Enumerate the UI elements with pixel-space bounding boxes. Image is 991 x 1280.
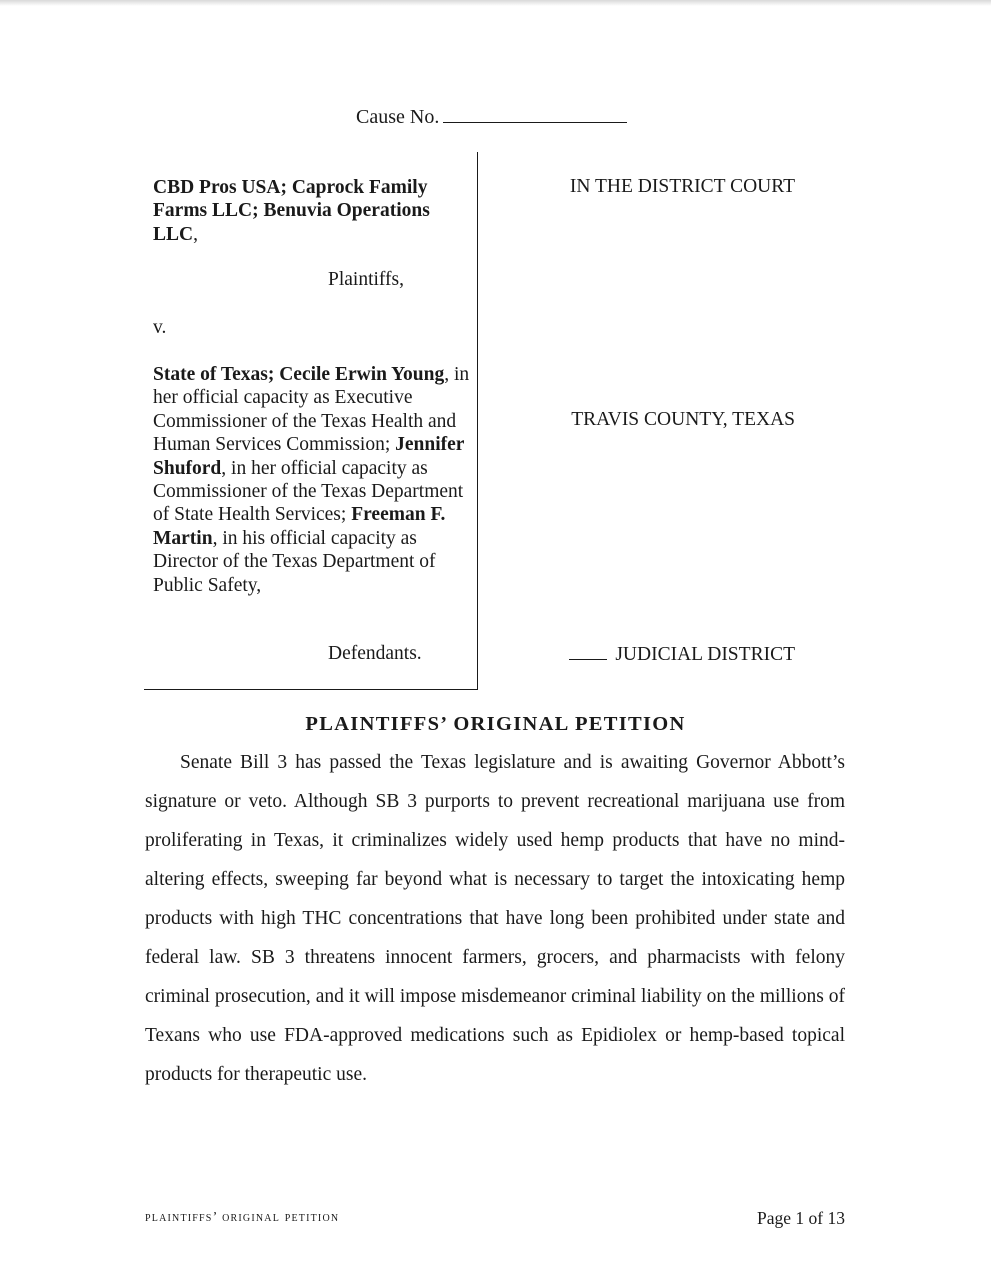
defendant-3-name: Freeman F. Martin [153,504,446,549]
defendant-1-capacity: , in her official capacity as Executive Commissioner of the Texas Health and Human Services Commission; [153,364,470,456]
page-top-edge [0,0,991,6]
defendant-3-capacity: , in his official capacity as Director of the Texas Department of Public Safety, [153,527,436,596]
defendant-1-name: State of Texas; Cecile Erwin Young [153,364,445,385]
cause-number-line [356,104,627,129]
plaintiff-names-trailing: , [193,223,198,245]
court-name: IN THE DISTRICT COURT [569,176,795,197]
defendant-names [153,363,471,597]
defendants-role-label: Defendants. [328,643,422,664]
defendant-2-capacity: , in her official capacity as Commissioner of the Texas Department of State Health Services; [153,457,464,526]
plaintiff-names-bold: CBD Pros USA; Caprock Family Farms LLC; Benuvia Operations LLC [153,177,430,245]
court-district-label: JUDICIAL DISTRICT [615,644,795,665]
plaintiff-names [153,176,471,246]
plaintiffs-role-label: Plaintiffs, [328,269,405,290]
body-paragraph: Senate Bill 3 has passed the Texas legislature and is awaiting Governor Abbott’s signature or veto. Although SB 3 purports to prevent recreational marijuana use from proliferating in Texas, it criminalizes widely used hemp products that have no mind-altering effects, sweeping far beyond what is necessary to target the intoxicating hemp products with high THC concentrations that have long been prohibited under state and federal law. SB 3 threatens innocent farmers, grocers, and pharmacists with felony criminal prosecution, and it will impose misdemeanor criminal liability on the millions of Texans who use FDA-approved medications such as Epidiolex or hemp-based topical products for therapeutic use. [145,752,845,1085]
defendant-2-name: Jennifer Shuford [153,434,465,479]
versus-label: v. [153,317,167,338]
footer-page-number: Page 1 of 13 [757,1208,845,1228]
cause-number-blank [443,104,627,123]
cause-number-label: Cause No. [356,106,440,128]
district-number-blank [569,643,607,660]
court-county: TRAVIS COUNTY, TEXAS [571,409,795,430]
caption-horizontal-rule [144,689,478,690]
court-district [569,643,795,666]
document-title: PLAINTIFFS’ ORIGINAL PETITION [305,713,686,735]
footer-document-title: plaintiffs’ original petition [145,1210,340,1225]
caption-vertical-rule [477,152,478,690]
